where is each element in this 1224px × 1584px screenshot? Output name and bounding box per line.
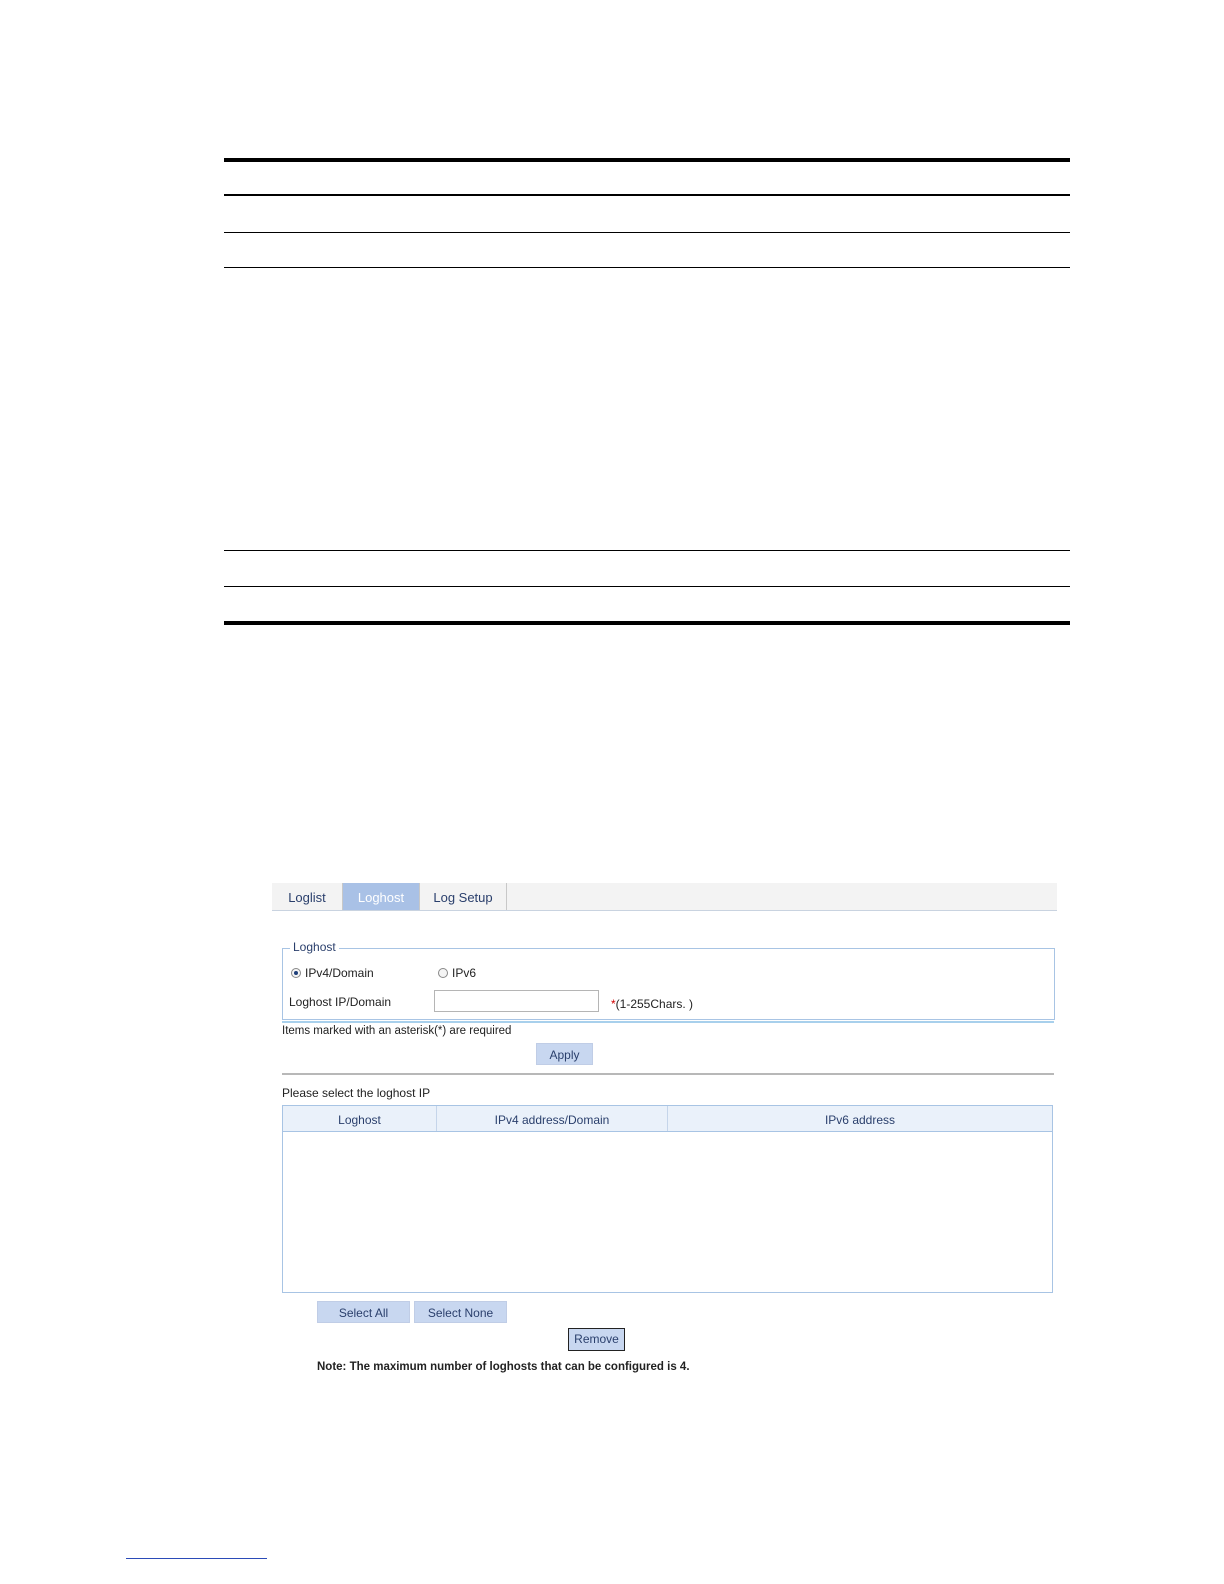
length-hint: [611, 997, 693, 1011]
table-rule: [224, 194, 1070, 196]
loghost-config-panel: [272, 883, 1057, 1393]
tab-loglist[interactable]: Loglist: [272, 883, 343, 910]
loghost-ip-domain-label: Loghost IP/Domain: [289, 995, 392, 1009]
length-hint-text: (1-255Chars. ): [615, 997, 694, 1011]
select-loghost-label: Please select the loghost IP: [282, 1086, 431, 1100]
table-header: [283, 1106, 1052, 1132]
tab-log-setup[interactable]: Log Setup: [420, 883, 507, 910]
remove-button[interactable]: Remove: [568, 1328, 625, 1351]
loghost-table: [282, 1105, 1053, 1293]
required-asterisk: *: [611, 997, 616, 1011]
column-header-ipv6: IPv6 address: [824, 1113, 896, 1127]
table-rule: [224, 586, 1070, 587]
table-rule: [224, 267, 1070, 268]
select-none-button[interactable]: Select None: [414, 1301, 507, 1323]
select-all-button[interactable]: Select All: [317, 1301, 410, 1323]
loghost-ip-domain-input[interactable]: [434, 990, 599, 1012]
radio-ipv6-label: IPv6: [452, 966, 477, 980]
radio-ipv4-domain[interactable]: [291, 966, 374, 980]
section-divider: [282, 1073, 1054, 1075]
radio-unchecked-icon[interactable]: [438, 968, 448, 978]
max-loghosts-note: Note: The maximum number of loghosts that can be configured is 4.: [317, 1361, 690, 1373]
radio-checked-icon[interactable]: [291, 968, 301, 978]
footer-link-underline: [126, 1558, 267, 1559]
radio-ipv4-label: IPv4/Domain: [305, 966, 374, 980]
table-rule: [224, 232, 1070, 233]
radio-ipv6[interactable]: [438, 966, 476, 980]
table-rule: [224, 550, 1070, 551]
apply-button[interactable]: Apply: [536, 1043, 593, 1065]
tab-bar: [272, 883, 1057, 911]
column-header-loghost: Loghost: [283, 1106, 437, 1131]
column-header-ipv4: IPv4 address/Domain: [437, 1106, 668, 1131]
tab-loghost[interactable]: Loghost: [343, 883, 420, 910]
section-divider: [282, 1021, 1054, 1023]
table-bottom-rule: [224, 621, 1070, 625]
loghost-fieldset: [282, 940, 1055, 1020]
table-top-rule: [224, 158, 1070, 162]
fieldset-legend: Loghost: [290, 940, 339, 954]
required-note: Items marked with an asterisk(*) are required: [282, 1025, 512, 1037]
